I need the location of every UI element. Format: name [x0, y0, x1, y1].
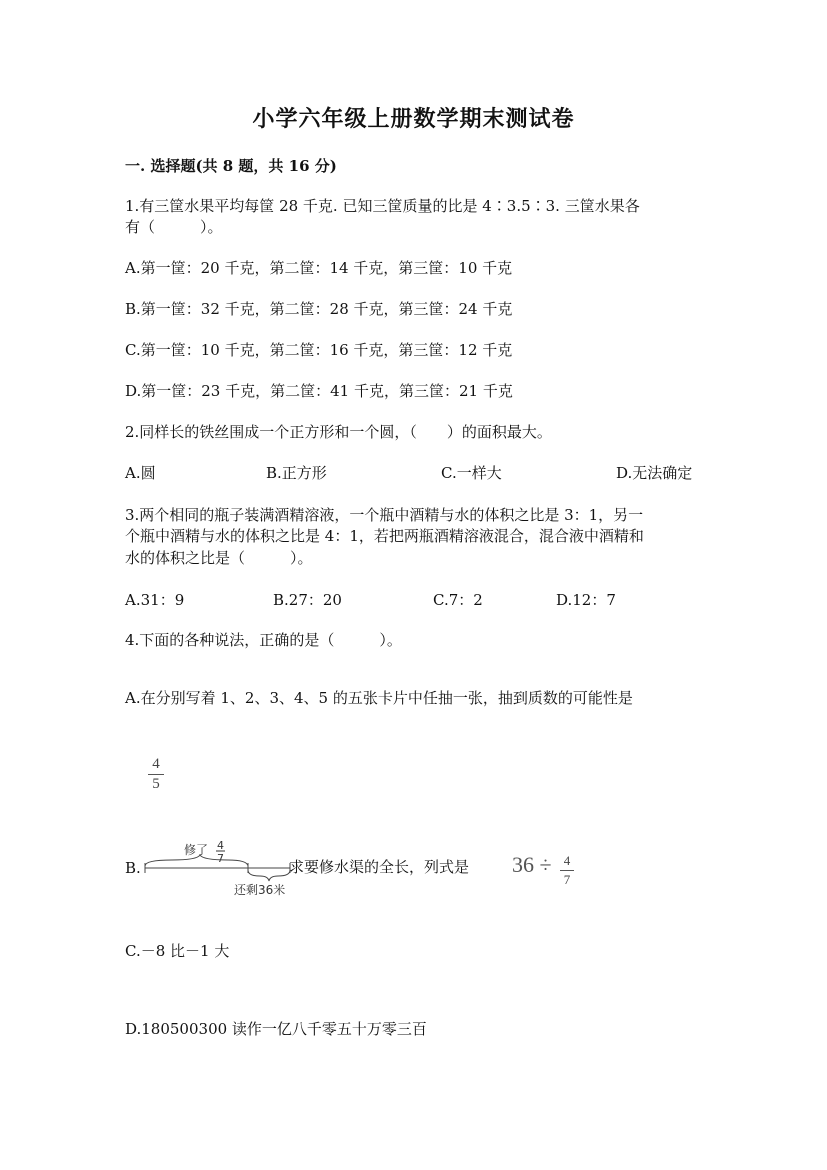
question-4-option-b-prefix: B.: [125, 859, 141, 877]
option-b-formula: [512, 852, 552, 878]
diagram-fraction-denominator: 7: [217, 852, 224, 865]
question-3-option-a: A.31：9: [125, 591, 185, 609]
formula-fraction-numerator: 4: [563, 853, 571, 868]
question-3-line-1: 3.两个相同的瓶子装满酒精溶液，一个瓶中酒精与水的体积之比是 3：1，另一: [125, 506, 644, 524]
option-a-fraction-numerator: 4: [152, 756, 160, 772]
question-4-option-c: C.－8 比－1 大: [125, 942, 230, 960]
question-4-option-d: D.180500300 读作一亿八千零五十万零三百: [125, 1020, 427, 1038]
diagram-remaining-label: 还剩36米: [234, 883, 286, 897]
question-1-line-2: 有（ ）。: [125, 218, 223, 236]
question-4-option-b-text: 求要修水渠的全长，列式是: [289, 858, 470, 876]
question-4-text: 4.下面的各种说法，正确的是（ ）。: [125, 631, 402, 649]
formula-fraction-bar: [560, 870, 574, 871]
question-2-option-d: D.无法确定: [616, 464, 693, 482]
option-a-fraction: [148, 756, 164, 793]
diagram-fraction-numerator: 4: [217, 839, 224, 852]
question-2-option-b: B.正方形: [266, 464, 327, 482]
question-1-option-b: B.第一筐：32 千克，第二筐：28 千克，第三筐：24 千克: [125, 300, 513, 318]
formula-fraction-denominator: 7: [563, 872, 571, 887]
question-3-line-3: 水的体积之比是（ ）。: [125, 549, 313, 567]
question-4-option-a: A.在分别写着 1、2、3、4、5 的五张卡片中任抽一张，抽到质数的可能性是: [125, 689, 633, 707]
question-2-option-a: A.圆: [125, 464, 156, 482]
question-3-option-c: C.7：2: [433, 591, 483, 609]
diagram-repaired-label: 修了: [184, 843, 209, 857]
question-3-line-2: 个瓶中酒精与水的体积之比是 4：1，若把两瓶酒精溶液混合，混合液中酒精和: [125, 527, 644, 545]
question-2-option-c: C.一样大: [441, 464, 502, 482]
question-1-option-d: D.第一筐：23 千克，第二筐：41 千克，第三筐：21 千克: [125, 382, 513, 400]
section-heading: 一. 选择题(共 8 题，共 16 分): [125, 157, 337, 175]
formula-dividend: 36 ÷: [512, 852, 552, 877]
question-2-text: 2.同样长的铁丝围成一个正方形和一个圆，（ ）的面积最大。: [125, 423, 552, 441]
fraction-bar: [148, 774, 164, 775]
question-1-line-1: 1.有三筐水果平均每筐 28 千克. 已知三筐质量的比是 4∶3.5∶3. 三筐水果各: [125, 197, 640, 215]
question-1-option-c: C.第一筐：10 千克，第二筐：16 千克，第三筐：12 千克: [125, 341, 513, 359]
question-1-option-a: A.第一筐：20 千克，第二筐：14 千克，第三筐：10 千克: [125, 259, 513, 277]
formula-fraction: [560, 853, 574, 888]
page-title: 小学六年级上册数学期末测试卷: [252, 106, 575, 132]
question-3-option-b: B.27：20: [273, 591, 342, 609]
question-3-option-d: D.12：7: [556, 591, 616, 609]
canal-diagram: [142, 838, 292, 900]
diagram-bottom-brace: [248, 870, 290, 881]
option-a-fraction-denominator: 5: [152, 776, 160, 792]
